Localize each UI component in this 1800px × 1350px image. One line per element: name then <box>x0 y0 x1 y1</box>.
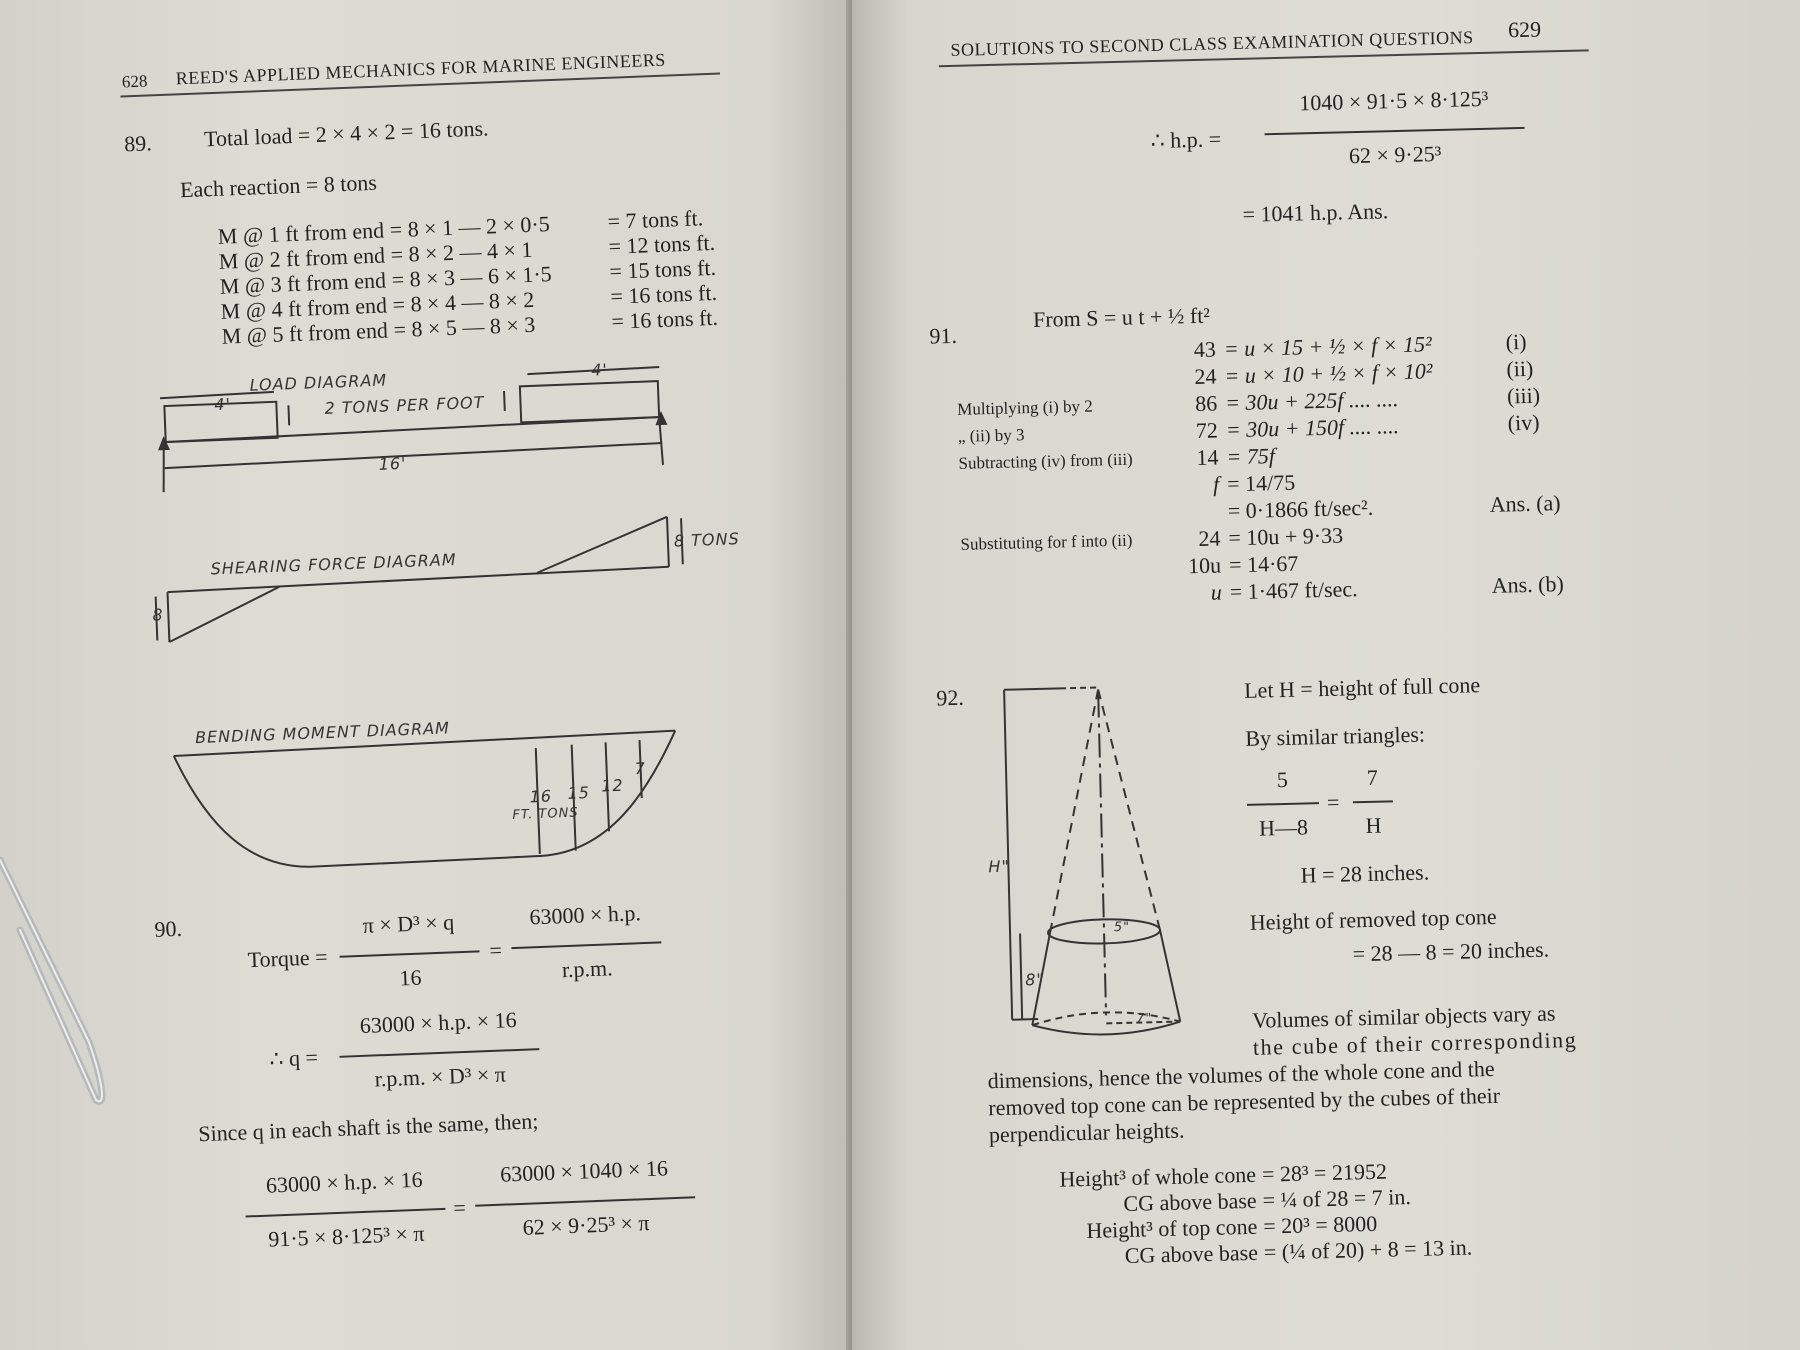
moment-expr: = 8 × 2 — 4 × 1 <box>390 236 533 268</box>
moment-result: = 16 tons ft. <box>609 279 718 309</box>
cone-label-7: 7" <box>1136 1011 1153 1027</box>
moment-label: M @ 2 ft from end <box>218 242 386 274</box>
eq-note: Substituting for f into (ii) <box>960 530 1133 554</box>
frac-left-num: 5 <box>1276 766 1289 793</box>
eq-lhs: 86 <box>1194 390 1218 417</box>
moment-result: = 16 tons ft. <box>610 304 719 334</box>
eq-num1: 63000 × h.p. × 16 <box>265 1166 424 1198</box>
q91-number: 91. <box>929 322 958 349</box>
moment-diagram-title: BENDING MOMENT DIAGRAM <box>194 718 451 748</box>
eq-num2: 63000 × 1040 × 16 <box>499 1155 669 1187</box>
eq-note: Subtracting (iv) from (iii) <box>958 449 1133 473</box>
eq-lhs: 14 <box>1196 444 1219 471</box>
eq-tag: (iii) <box>1506 382 1541 409</box>
q-label: ∴ q = <box>269 1044 319 1072</box>
result-label: Height³ of top cone <box>1086 1213 1258 1243</box>
q92-similar: By similar triangles: <box>1245 721 1426 751</box>
eq-lhs: 10u <box>1187 552 1222 579</box>
result-value: = 28³ = 21952 <box>1261 1158 1388 1187</box>
moment-result: = 15 tons ft. <box>609 254 717 284</box>
load-per-foot-label: 2 TONS PER FOOT <box>324 392 485 418</box>
eq-rhs: = 75f <box>1226 443 1276 470</box>
eq-rhs: = u × 10 + ½ × f × 10² <box>1224 358 1433 389</box>
q92-para-line: Volumes of similar objects vary as <box>1251 1000 1556 1033</box>
eq-rhs: = 10u + 9·33 <box>1228 522 1344 551</box>
equals-sign: = <box>489 937 503 963</box>
bm-unit: FT. TONS <box>512 805 579 823</box>
left-page-number: 628 <box>121 71 148 92</box>
frac-left-den: H—8 <box>1258 814 1309 841</box>
q90-number: 90. <box>153 915 183 942</box>
eq-rhs: = 0·1866 ft/sec². <box>1227 494 1374 524</box>
q92-h-result: H = 28 inches. <box>1300 859 1430 888</box>
load-diagram-title: LOAD DIAGRAM <box>249 370 388 395</box>
q92-number: 92. <box>935 684 965 711</box>
cone-label-5: 5" <box>1113 919 1131 936</box>
eq-tag: (ii) <box>1506 355 1534 382</box>
result-value: = 20³ = 8000 <box>1262 1210 1378 1239</box>
moment-label: M @ 4 ft from end <box>220 292 388 324</box>
load-right-dim: 4' <box>590 360 609 380</box>
eq-lhs: 72 <box>1195 417 1219 444</box>
eq-note: Multiplying (i) by 2 <box>957 396 1093 419</box>
moment-label: M @ 5 ft from end <box>221 317 389 349</box>
q92-let: Let H = height of full cone <box>1243 672 1481 703</box>
eq-note: „ (ii) by 3 <box>957 425 1025 446</box>
q92-para-line: removed top cone can be represented by the cubes of their <box>988 1082 1501 1121</box>
eq-rhs: = 14/75 <box>1226 469 1296 497</box>
torque-num1: π × D³ × q <box>362 909 455 938</box>
eq-rhs: = 30u + 150f .... .... <box>1225 413 1400 443</box>
hp-den: 62 × 9·25³ <box>1348 140 1442 169</box>
torque-num2: 63000 × h.p. <box>529 900 642 930</box>
torque-den1: 16 <box>399 964 422 991</box>
moment-result: = 12 tons ft. <box>608 229 716 259</box>
eq-lhs: 24 <box>1194 363 1217 390</box>
right-page-header-title: SOLUTIONS TO SECOND CLASS EXAMINATION QUESTIONS <box>950 27 1474 60</box>
cone-label-h: H" <box>988 856 1011 877</box>
since-text: Since q in each shaft is the same, then; <box>197 1108 539 1147</box>
right-page-content <box>852 0 1800 1350</box>
eq-rhs: = 30u + 225f .... .... <box>1224 386 1399 416</box>
hp-label: ∴ h.p. = <box>1150 126 1222 154</box>
q89-each-reaction: Each reaction = 8 tons <box>179 169 378 203</box>
bm-value: 12 <box>600 775 624 796</box>
eq-rhs: = u × 15 + ½ × f × 15² <box>1223 331 1433 362</box>
moment-result: = 7 tons ft. <box>607 205 704 234</box>
left-page <box>0 0 852 1350</box>
right-page-number: 629 <box>1507 16 1542 43</box>
shear-left-value: 8 <box>152 605 164 625</box>
moment-expr: = 8 × 4 — 8 × 2 <box>392 286 535 318</box>
eq-tag: (iv) <box>1507 409 1540 436</box>
q92-removed-value: = 28 — 8 = 20 inches. <box>1352 936 1550 967</box>
q89-number: 89. <box>123 130 153 157</box>
bm-value: 7 <box>634 758 647 779</box>
moment-expr: = 8 × 5 — 8 × 3 <box>393 311 536 343</box>
equals-sign: = <box>452 1195 467 1221</box>
hp-answer: = 1041 h.p. Ans. <box>1242 198 1389 227</box>
eq-den1: 91·5 × 8·125³ × π <box>267 1220 425 1252</box>
equals-sign: = <box>1326 789 1340 815</box>
shear-diagram-title: SHEARING FORCE DIAGRAM <box>210 549 457 579</box>
load-span-label: 16' <box>378 453 407 474</box>
paper-clip <box>0 0 852 1350</box>
moment-label: M @ 1 ft from end <box>217 217 385 249</box>
left-page-header-title: REED'S APPLIED MECHANICS FOR MARINE ENGINEERS <box>175 49 667 89</box>
q89-total-load: Total load = 2 × 4 × 2 = 16 tons. <box>203 115 489 152</box>
shear-right-value: 8 TONS <box>673 529 741 551</box>
moment-expr: = 8 × 3 — 6 × 1·5 <box>391 261 553 293</box>
bm-value: 15 <box>567 783 591 803</box>
eq-lhs: 24 <box>1198 525 1221 551</box>
eq-rhs: = 1·467 ft/sec. <box>1229 576 1358 605</box>
q92-removed-title: Height of removed top cone <box>1249 903 1497 935</box>
load-left-dim: 4' <box>213 394 232 415</box>
q92-para-line: dimensions, hence the volumes of the whole cone and the <box>987 1055 1495 1094</box>
result-value: = (¼ of 20) + 8 = 13 in. <box>1263 1234 1473 1265</box>
moment-expr: = 8 × 1 — 2 × 0·5 <box>389 211 551 243</box>
result-label: CG above base <box>1123 1187 1257 1217</box>
q-den: r.p.m. × D³ × π <box>374 1061 507 1092</box>
eq-tag: Ans. (b) <box>1491 571 1565 598</box>
q92-para-line: perpendicular heights. <box>988 1117 1185 1148</box>
q92-para-line: the cube of their corresponding <box>1252 1026 1578 1060</box>
torque-label: Torque = <box>247 944 329 973</box>
q-num: 63000 × h.p. × 16 <box>359 1006 518 1038</box>
frac-right-den: H <box>1365 812 1382 838</box>
eq-lhs: f <box>1212 471 1220 497</box>
eq-tag: Ans. (a) <box>1489 490 1561 517</box>
torque-den2: r.p.m. <box>561 955 614 983</box>
cone-label-8: 8" <box>1024 969 1045 990</box>
frac-right-num: 7 <box>1366 764 1379 790</box>
moment-label: M @ 3 ft from end <box>219 267 387 299</box>
result-value: = ¼ of 28 = 7 in. <box>1262 1184 1412 1213</box>
eq-den2: 62 × 9·25³ × π <box>522 1210 650 1240</box>
q91-from: From S = u t + ½ ft² <box>1032 302 1211 332</box>
eq-lhs: 43 <box>1193 336 1217 363</box>
eq-rhs: = 14·67 <box>1228 550 1299 578</box>
eq-lhs: u <box>1210 579 1223 605</box>
bm-value: 16 <box>529 786 553 807</box>
result-label: Height³ of whole cone <box>1059 1161 1257 1192</box>
hp-num: 1040 × 91·5 × 8·125³ <box>1299 85 1489 116</box>
eq-tag: (i) <box>1505 328 1527 355</box>
right-page <box>852 0 1800 1350</box>
result-label: CG above base <box>1124 1239 1259 1269</box>
